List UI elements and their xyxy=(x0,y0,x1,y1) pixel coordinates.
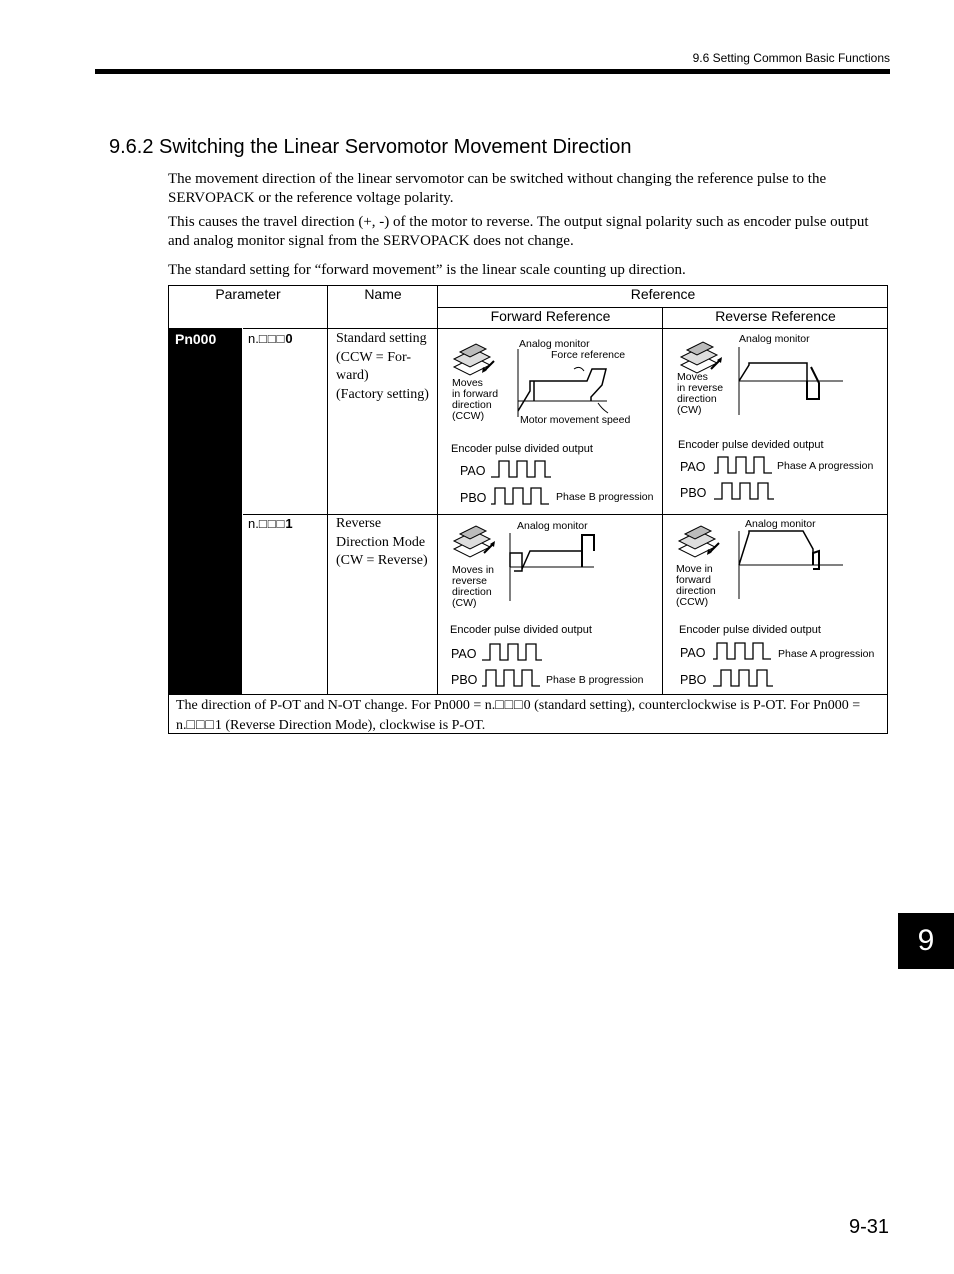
parameter-code: Pn000 xyxy=(175,331,217,347)
paragraph-2: This causes the travel direction (+, -) of the motor to reverse. The output signal polarity such as encoder pulse output and analog monitor signal from the SERVOPACK does not change. xyxy=(168,214,869,249)
analog-monitor-label: Analog monitor xyxy=(519,338,590,350)
moves-label: Moves in forward direction (CCW) xyxy=(452,377,499,422)
parameter-cell xyxy=(168,328,242,694)
encoder-output-title: Encoder pulse divided output xyxy=(450,624,592,636)
diagram-standard-forward xyxy=(438,329,662,514)
header-forward-reference: Forward Reference xyxy=(490,308,611,324)
analog-monitor-waveform xyxy=(733,529,853,601)
servomotor-icon xyxy=(450,525,500,561)
running-header: 9.6 Setting Common Basic Functions xyxy=(692,51,890,65)
pao-waveform xyxy=(713,641,775,661)
analog-monitor-label: Analog monitor xyxy=(745,518,816,530)
pao-waveform xyxy=(482,642,544,662)
setting-value-1: n.□□□1 xyxy=(248,516,293,531)
diagram-reverse-mode-forward xyxy=(438,515,662,694)
diagram-reverse-mode-reverse xyxy=(663,515,887,694)
pbo-label: PBO xyxy=(460,491,487,505)
header-rule xyxy=(95,69,890,74)
pbo-label: PBO xyxy=(451,673,478,687)
pbo-waveform xyxy=(482,668,544,688)
pao-label: PAO xyxy=(451,647,477,661)
setting-value-0: n.□□□0 xyxy=(248,331,293,346)
pbo-waveform xyxy=(491,486,553,506)
pbo-label: PBO xyxy=(680,486,707,500)
section-title: 9.6.2 Switching the Linear Servomotor Movement Direction xyxy=(109,136,632,158)
paragraph-1: The movement direction of the linear servomotor can be switched without changing the reference pulse to the SERVOPACK or the reference voltage polarity. xyxy=(168,171,827,206)
header-reference: Reference xyxy=(630,286,696,302)
analog-monitor-waveform xyxy=(733,345,853,417)
pbo-waveform xyxy=(713,668,775,688)
pbo-label: PBO xyxy=(680,673,707,687)
pao-waveform xyxy=(491,459,553,479)
pao-label: PAO xyxy=(460,464,486,478)
moves-label: Moves in reverse direction (CW) xyxy=(452,564,495,609)
phase-label: Phase B progression xyxy=(546,674,644,686)
paragraph-3: The standard setting for “forward movement” is the linear scale counting up direction. xyxy=(168,262,686,278)
force-reference-label: Force reference xyxy=(551,349,626,361)
diagram-standard-reverse xyxy=(663,329,887,514)
header-name: Name xyxy=(364,286,402,302)
motor-speed-label: Motor movement speed xyxy=(520,414,631,426)
phase-label: Phase A progression xyxy=(777,460,874,472)
encoder-output-title: Encoder pulse divided output xyxy=(451,443,593,455)
servomotor-icon xyxy=(675,525,725,561)
analog-monitor-label: Analog monitor xyxy=(517,520,588,532)
header-parameter: Parameter xyxy=(215,286,281,302)
pao-waveform xyxy=(714,455,776,475)
page-number: 9-31 xyxy=(848,1216,889,1238)
phase-label: Phase A progression xyxy=(778,648,875,660)
analog-monitor-label: Analog monitor xyxy=(739,333,810,345)
name-standard-setting: Standard setting (CCW = For- ward) (Factory setting) xyxy=(336,331,429,402)
analog-monitor-waveform xyxy=(512,349,622,419)
pao-label: PAO xyxy=(680,460,706,474)
pbo-waveform xyxy=(714,481,776,501)
table-footnote: The direction of P-OT and N-OT change. For Pn000 = n.□□□0 (standard setting), counterclockwise is P-OT. For Pn000 = n.□□□1 (Reverse Direction Mode), clockwise is P-OT. xyxy=(176,696,861,733)
encoder-output-title: Encoder pulse devided output xyxy=(678,439,824,451)
parameter-table xyxy=(168,285,888,734)
header-reverse-reference: Reverse Reference xyxy=(715,308,836,324)
phase-label: Phase B progression xyxy=(556,491,654,503)
moves-label: Moves in reverse direction (CW) xyxy=(677,371,724,416)
encoder-output-title: Encoder pulse divided output xyxy=(679,624,821,636)
moves-label: Move in forward direction (CCW) xyxy=(676,563,716,608)
pao-label: PAO xyxy=(680,646,706,660)
chapter-tab[interactable]: 9 xyxy=(898,913,954,969)
analog-monitor-waveform xyxy=(504,531,604,603)
servomotor-icon xyxy=(450,343,500,379)
name-reverse-mode: Reverse Direction Mode (CW = Reverse) xyxy=(336,516,428,568)
